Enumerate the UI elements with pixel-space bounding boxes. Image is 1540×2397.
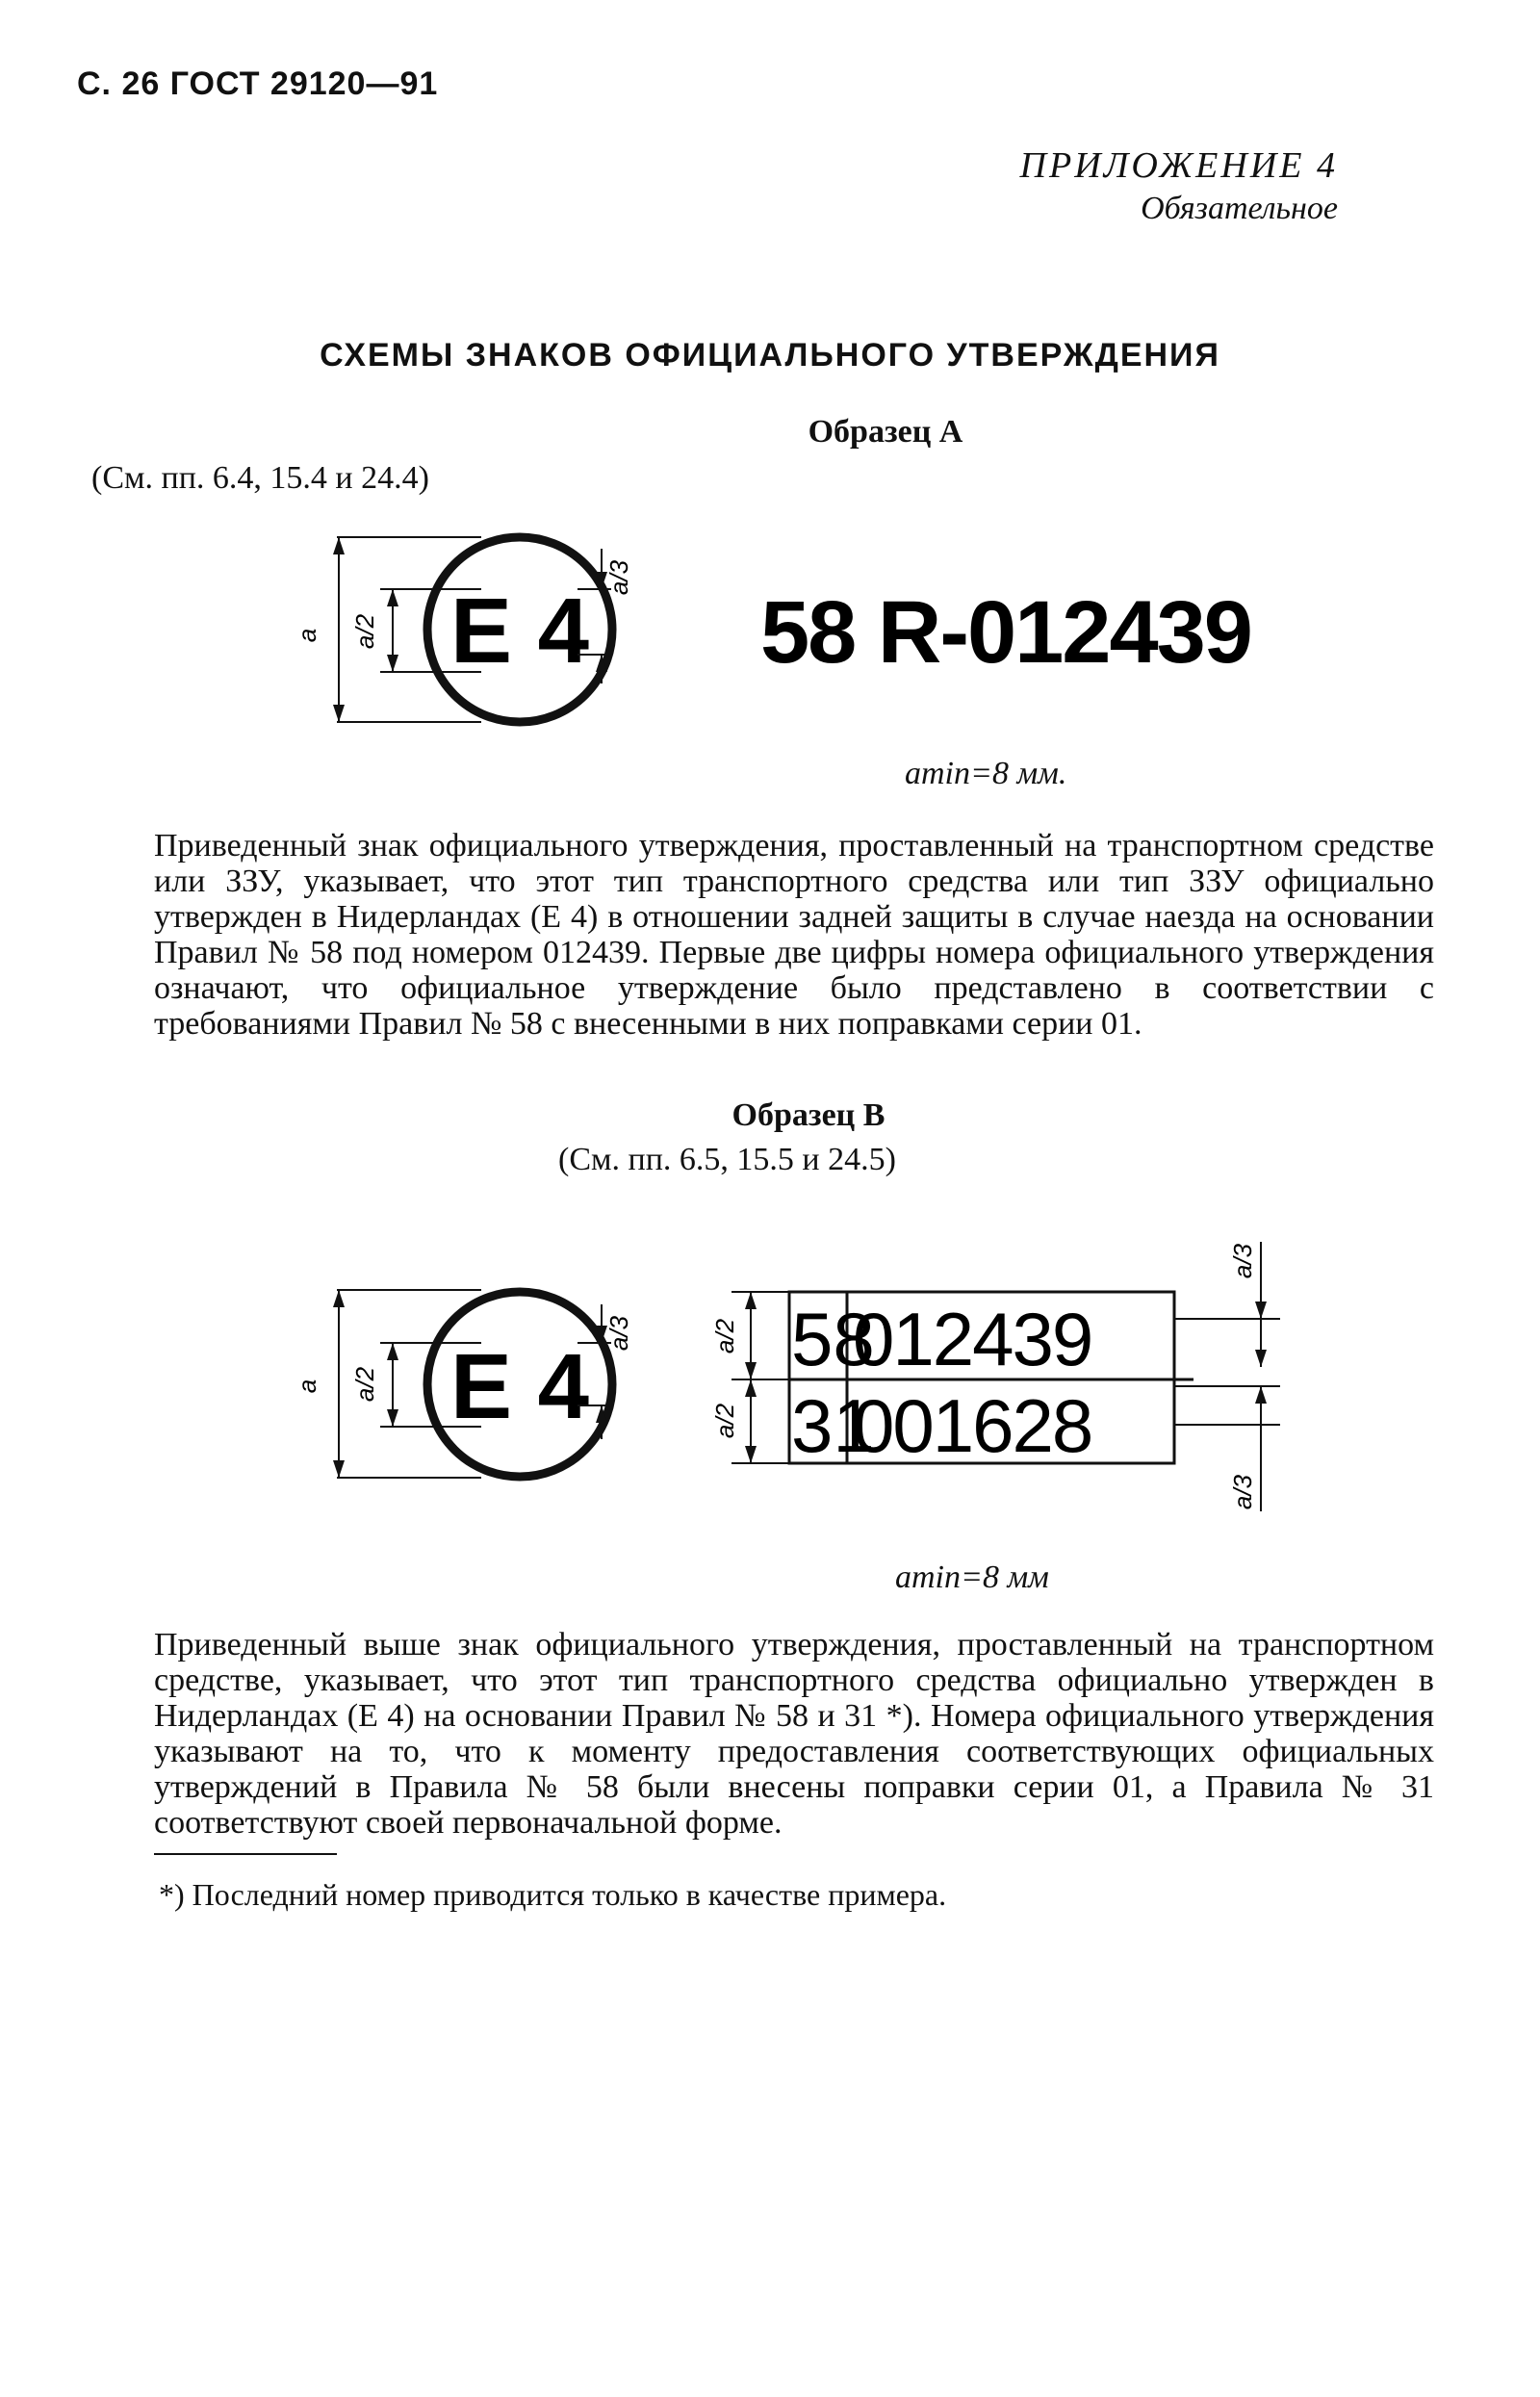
footnote-rule [154, 1853, 337, 1855]
sample-b-ref: (См. пп. 6.5, 15.5 и 24.5) [558, 1142, 896, 1177]
sample-b-amin: amin=8 мм [895, 1559, 1049, 1595]
sample-b-row2-number: 001628 [853, 1383, 1092, 1468]
sample-a-amin: amin=8 мм. [905, 756, 1067, 791]
sample-b-dim-a2-row1: a/2 [710, 1318, 739, 1354]
sample-a-title: Образец А [808, 414, 963, 450]
sample-b-dim-a3-bottom: a/3 [1228, 1474, 1257, 1510]
sample-b-dim-a2: a/2 [350, 1366, 379, 1403]
sample-a-ref: (См. пп. 6.4, 15.4 и 24.4) [91, 460, 429, 496]
appendix-subtitle: Обязательное [1141, 191, 1338, 226]
sample-a-dim-a2: a/2 [350, 613, 379, 650]
sample-b-description: Приведенный выше знак официального утверждения, проставленный на транспортном средстве, указывает, что этот тип транспортного средства официально утвержден в Нидерландах (Е 4) на основании Правил № 58 и 31 *). Номера официального утверждения указывают на то, что к моменту предоставления соответствующих официальных утверждений в Правила № 58 были внесены поправки серии 01, а Правила № 31 соответствуют своей первоначальной форме. [154, 1627, 1434, 1841]
page-header: С. 26 ГОСТ 29120—91 [77, 65, 439, 102]
sample-a-mark-text: E 4 [449, 580, 590, 683]
sample-a-dim-a3: a/3 [604, 559, 633, 596]
sample-b-row1-regulation: 58 [791, 1297, 875, 1381]
sample-a-description: Приведенный знак официального утверждения, проставленный на транспортном средстве или ЗЗУ, указывает, что этот тип транспортного средства или тип ЗЗУ официально утвержден в Нидерландах (Е 4) в отношении задней защиты в случае наезда на основании Правил № 58 под номером 012439. Первые две цифры номера официального утверждения означают, что официальное утверждение было представлено в соответствии с требованиями Правил № 58 с внесенными в них поправками серии 01. [154, 828, 1434, 1042]
sample-b-dim-a: a [293, 1379, 321, 1394]
sample-b-mark-diagram [289, 1223, 1299, 1531]
sample-b-title: Образец В [732, 1097, 886, 1133]
sample-a-approval-number: 58 R-012439 [760, 583, 1251, 682]
sample-b-row2-regulation: 31 [791, 1383, 875, 1468]
sample-b-dim-a3-left: a/3 [604, 1315, 633, 1352]
sample-b-dim-a3-top: a/3 [1228, 1243, 1257, 1279]
appendix-title: ПРИЛОЖЕНИЕ 4 [1019, 145, 1338, 186]
sample-a-dim-a: a [293, 628, 321, 643]
sample-b-row1-number: 012439 [853, 1297, 1092, 1381]
footnote: *) Последний номер приводится только в качестве примера. [159, 1877, 947, 1912]
sample-b-mark-text: E 4 [449, 1335, 590, 1438]
document-title: СХЕМЫ ЗНАКОВ ОФИЦИАЛЬНОГО УТВЕРЖДЕНИЯ [320, 337, 1220, 374]
sample-a-mark-diagram [289, 529, 1251, 741]
sample-b-dim-a2-row2: a/2 [710, 1403, 739, 1439]
